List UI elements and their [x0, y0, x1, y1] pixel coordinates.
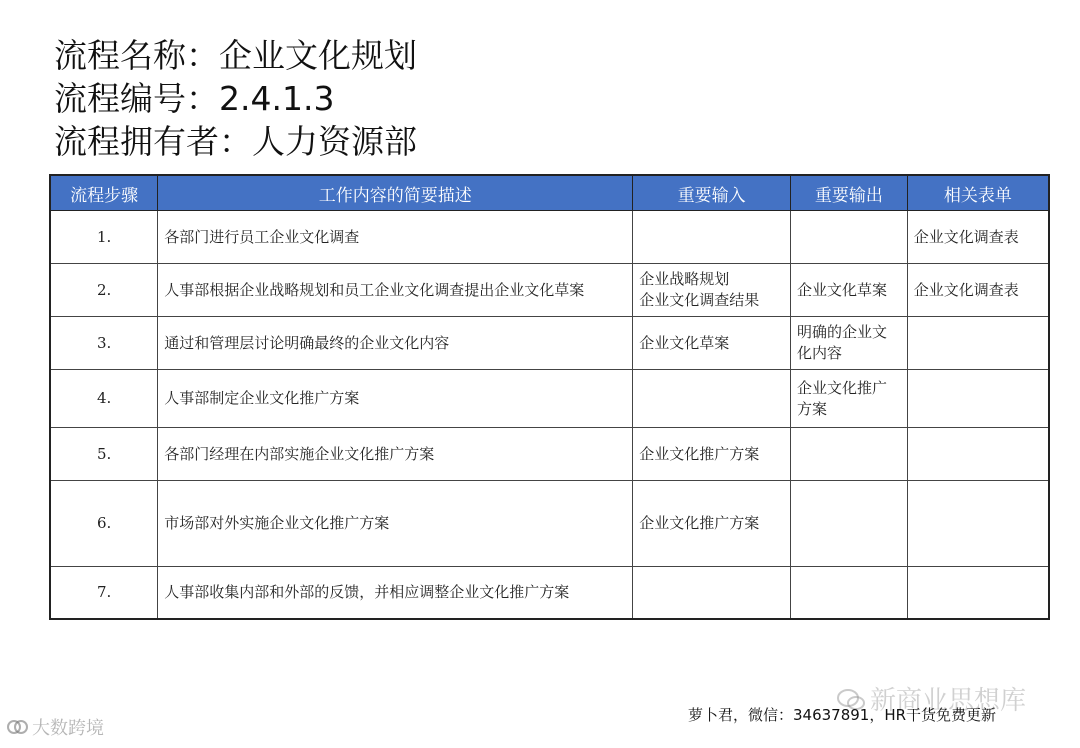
- step-output: [790, 481, 907, 567]
- step-number: 7.: [50, 567, 158, 619]
- step-form: [907, 428, 1049, 481]
- step-input: [633, 264, 791, 317]
- step-description: 人事部制定企业文化推广方案: [158, 370, 633, 428]
- step-description: 市场部对外实施企业文化推广方案: [158, 481, 633, 567]
- column-header-output: 重要输出: [790, 175, 907, 211]
- output-line: 企业文化草案: [796, 280, 887, 299]
- step-output: [790, 211, 907, 264]
- table-row: [50, 428, 1049, 481]
- step-form: 企业文化调查表: [907, 264, 1049, 317]
- step-form: [907, 481, 1049, 567]
- step-input: [633, 481, 791, 567]
- table-row: [50, 370, 1049, 428]
- step-input: [633, 370, 791, 428]
- output-line: 化内容: [796, 344, 842, 362]
- column-header-input: 重要输入: [633, 175, 791, 211]
- table-row: [50, 317, 1049, 370]
- step-output: [790, 370, 907, 428]
- table-row: [50, 264, 1049, 317]
- step-description: 人事部根据企业战略规划和员工企业文化调查提出企业文化草案: [158, 264, 633, 317]
- input-line: 企业文化草案: [639, 333, 730, 352]
- column-header-form: 相关表单: [907, 175, 1049, 211]
- step-number: 1.: [50, 211, 158, 264]
- process-name: 流程名称：企业文化规划: [54, 36, 417, 75]
- watermark-right-text: 新商业思想库: [870, 686, 1027, 716]
- step-output: [790, 567, 907, 619]
- step-output: [790, 428, 907, 481]
- step-form: 企业文化调查表: [907, 211, 1049, 264]
- step-description: 各部门进行员工企业文化调查: [158, 211, 633, 264]
- input-line: 企业文化调查结果: [639, 291, 760, 309]
- table-header-row: [50, 175, 1049, 211]
- step-input: [633, 428, 791, 481]
- step-form: [907, 317, 1049, 370]
- output-line: 明确的企业文: [796, 323, 887, 341]
- step-number: 5.: [50, 428, 158, 481]
- column-header-step: 流程步骤: [50, 175, 158, 211]
- table-row: [50, 567, 1049, 619]
- step-form: [907, 370, 1049, 428]
- watermark-left: [6, 714, 104, 740]
- process-header: [54, 34, 417, 163]
- step-number: 2.: [50, 264, 158, 317]
- step-number: 4.: [50, 370, 158, 428]
- table-row: [50, 211, 1049, 264]
- output-line: 方案: [796, 399, 827, 418]
- bigdata-cross-border-logo-icon: [6, 716, 28, 738]
- step-form: [907, 567, 1049, 619]
- step-input: [633, 567, 791, 619]
- step-input: [633, 211, 791, 264]
- step-input: [633, 317, 791, 370]
- process-table: [49, 174, 1050, 620]
- step-output: [790, 264, 907, 317]
- output-line: 企业文化推广: [796, 378, 887, 397]
- watermark-left-text: 大数跨境: [32, 718, 104, 739]
- input-line: 企业文化推广方案: [639, 444, 760, 463]
- step-number: 6.: [50, 481, 158, 567]
- process-number: 流程编号：2.4.1.3: [54, 79, 335, 118]
- table-row: [50, 481, 1049, 567]
- input-line: 企业文化推广方案: [639, 514, 760, 532]
- step-number: 3.: [50, 317, 158, 370]
- process-owner: 流程拥有者：人力资源部: [54, 122, 417, 161]
- step-description: 各部门经理在内部实施企业文化推广方案: [158, 428, 633, 481]
- input-line: 企业战略规划: [639, 270, 730, 288]
- step-output: [790, 317, 907, 370]
- step-description: 人事部收集内部和外部的反馈，并相应调整企业文化推广方案: [158, 567, 633, 619]
- step-description: 通过和管理层讨论明确最终的企业文化内容: [158, 317, 633, 370]
- footer-note: 萝卜君，微信：34637891，HR干货免费更新: [688, 706, 997, 724]
- column-header-description: 工作内容的简要描述: [158, 175, 633, 211]
